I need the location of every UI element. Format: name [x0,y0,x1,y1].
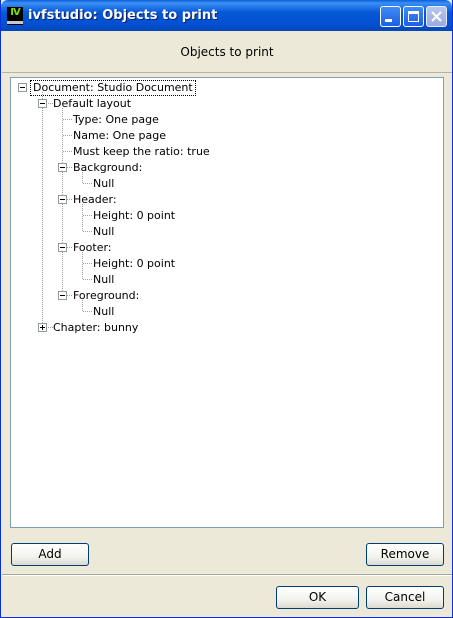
collapse-foreground-toggle[interactable] [58,291,67,300]
tree-node-default-layout[interactable]: Default layout [53,97,132,110]
app-icon-text: IV [10,7,20,18]
tree-node-keep-ratio[interactable]: Must keep the ratio: true [73,145,210,158]
close-icon [427,7,446,26]
minus-icon [60,247,65,248]
tree-node-type[interactable]: Type: One page [73,113,159,126]
tree-node-foreground[interactable]: Foreground: [73,289,140,302]
header-title: Objects to print [180,45,274,59]
footer-separator [2,574,452,576]
dialog-header [2,31,452,73]
tree-node-background-null[interactable]: Null [93,177,115,190]
tree-node-footer[interactable]: Footer: [73,241,112,254]
tree-node-footer-height[interactable]: Height: 0 point [93,257,176,270]
ok-button[interactable]: OK [276,586,359,609]
cancel-button[interactable]: Cancel [366,586,444,609]
objects-tree[interactable] [10,77,444,528]
tree-node-header-null[interactable]: Null [93,225,115,238]
plus-icon-v [42,325,43,330]
tree-node-foreground-null[interactable]: Null [93,305,115,318]
minimize-icon [381,7,400,26]
minimize-button[interactable] [380,6,401,27]
expand-chapter-toggle[interactable] [38,323,47,332]
maximize-icon [404,7,423,26]
tree-node-header[interactable]: Header: [73,193,117,206]
tree-node-name[interactable]: Name: One page [73,129,167,142]
collapse-header-toggle[interactable] [58,195,67,204]
app-icon [7,7,23,25]
collapse-footer-toggle[interactable] [58,243,67,252]
tree-node-document[interactable]: Document: Studio Document [33,81,193,94]
maximize-button[interactable] [403,6,424,27]
collapse-default-layout-toggle[interactable] [38,99,47,108]
window-title: ivfstudio: Objects to print [28,8,218,23]
minus-icon [20,87,25,88]
add-button[interactable]: Add [11,543,89,566]
tree-node-header-height[interactable]: Height: 0 point [93,209,176,222]
tree-node-footer-null[interactable]: Null [93,273,115,286]
tree-node-chapter[interactable]: Chapter: bunny [53,321,139,334]
close-button[interactable] [426,6,447,27]
tree-node-background[interactable]: Background: [73,161,143,174]
minus-icon [60,295,65,296]
remove-button[interactable]: Remove [366,543,444,566]
title-bar[interactable] [1,0,452,31]
minus-icon [60,167,65,168]
minus-icon [60,199,65,200]
collapse-document-toggle[interactable] [18,83,27,92]
minus-icon [40,103,45,104]
collapse-background-toggle[interactable] [58,163,67,172]
